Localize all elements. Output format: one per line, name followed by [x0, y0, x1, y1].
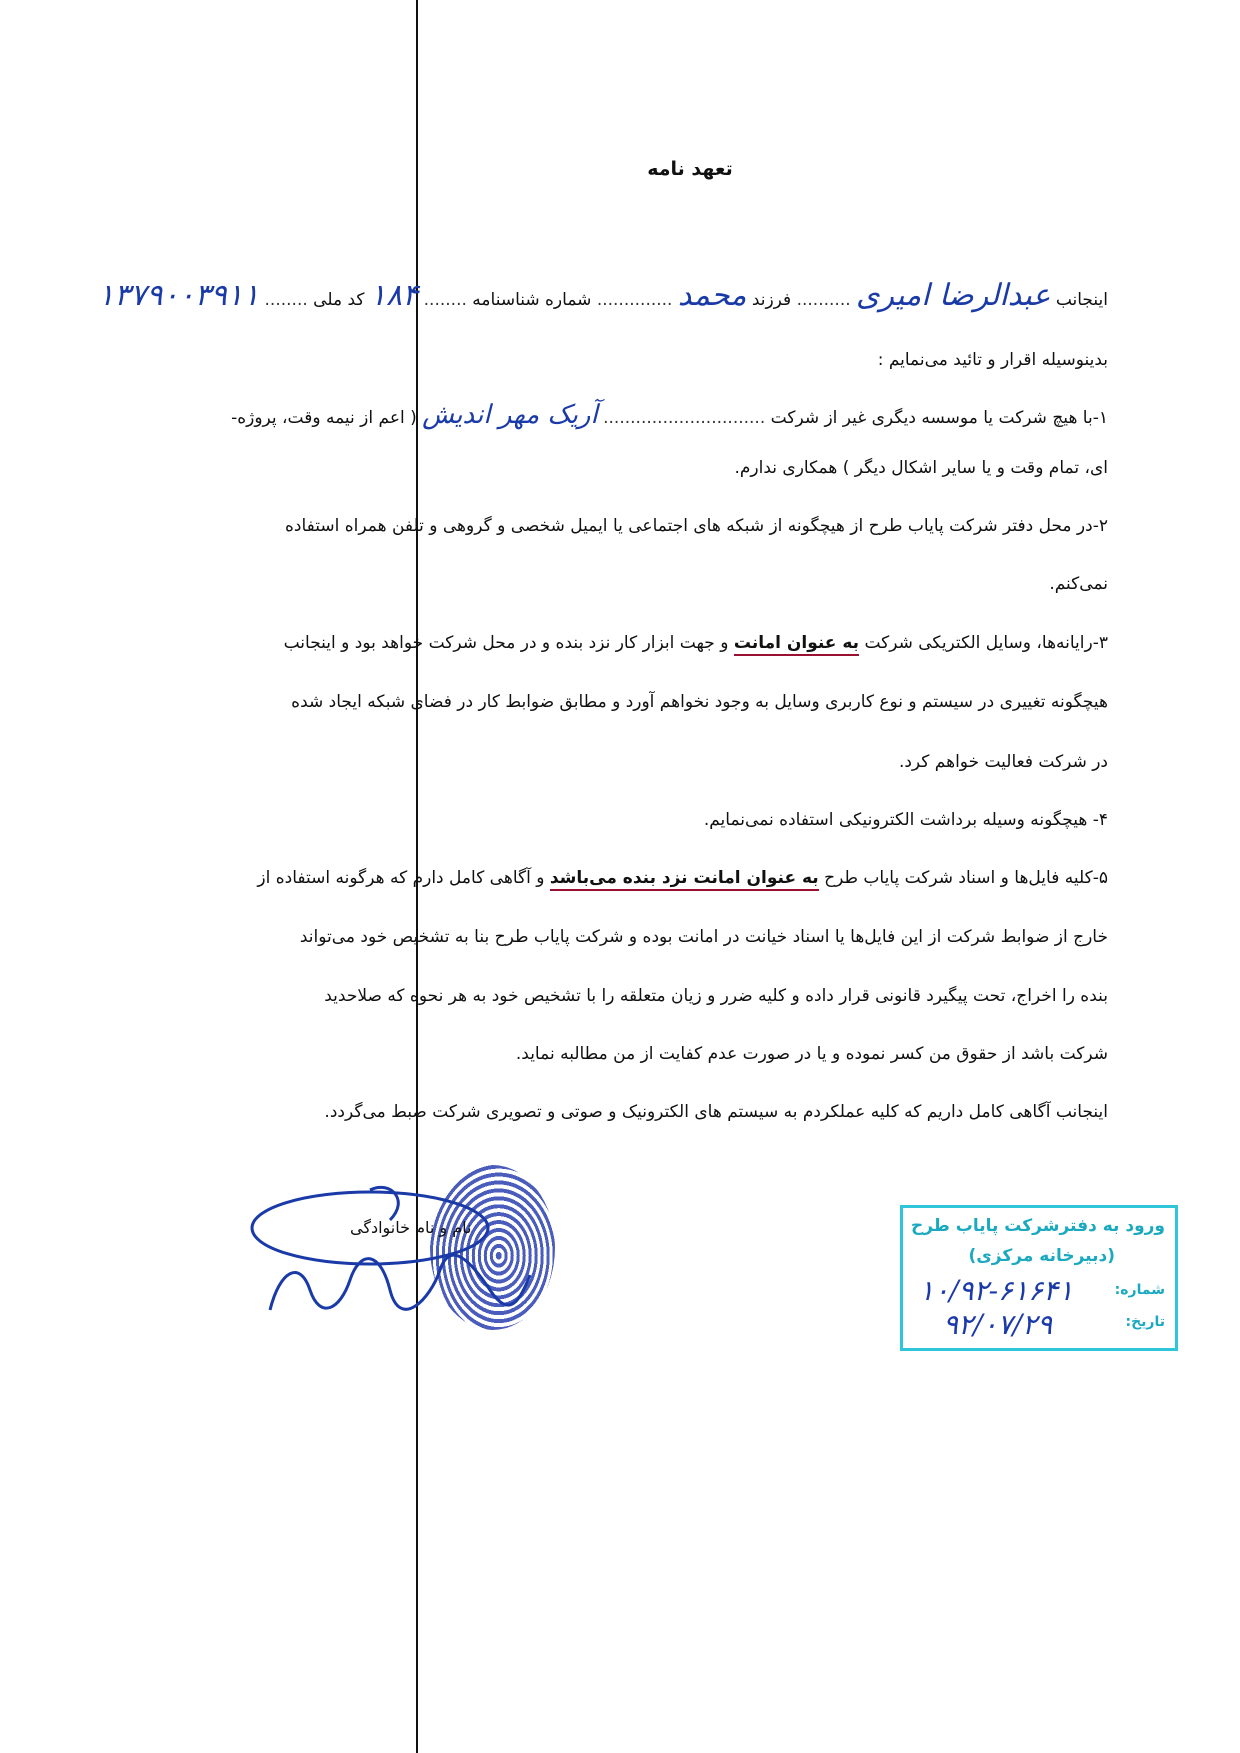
stamp-number-label: شماره: [1114, 1282, 1165, 1298]
item-2-line-1: ۲-در محل دفتر شرکت پایاب طرح از هیچگونه از شبکه های اجتماعی یا ایمیل شخصی و گروهی و تلفن همراه استفاده [285, 516, 1108, 536]
company-name-handwritten: آریک مهر اندیش [422, 400, 598, 430]
item-3-line-1 [170, 633, 1108, 653]
item-1-line-2: ای، تمام وقت و یا سایر اشکال دیگر ) همکاری ندارم. [734, 458, 1108, 478]
item-1-line-1 [231, 400, 1108, 430]
dots: .......... [796, 290, 851, 310]
item-3-emphasis: به عنوان امانت [734, 633, 859, 656]
national-code-label: کد ملی [313, 290, 365, 310]
item-3-text-a: ۳-رایانه‌ها، وسایل الکتریکی شرکت [864, 633, 1108, 653]
stamp-date-label: تاریخ: [1125, 1314, 1165, 1330]
declarant-prefix: اینجانب [1055, 290, 1108, 310]
dots: .............. [596, 290, 673, 310]
item-3-line-2: هیچگونه تغییری در سیستم و نوع کاربری وسایل به وجود نخواهم آورد و مطابق ضوابط کار در فضای شبکه ایجاد شده [291, 692, 1108, 712]
stamp-subtitle: (دبیرخانه مرکزی) [968, 1246, 1115, 1266]
item-2-line-2: نمی‌کنم. [1049, 574, 1108, 594]
dots: ........ [423, 290, 467, 310]
id-number-handwritten: ۱۸۴ [369, 278, 419, 313]
stamp-date-value: ۹۲/۰۷/۲۹ [943, 1308, 1053, 1341]
item-5-line-3: بنده را اخراج، تحت پیگیرد قانونی قرار داده و کلیه ضرر و زیان متعلقه را با تشخیص خود به هر نحوه که صلاحدید [324, 986, 1108, 1006]
affirmation-line: بدینوسیله اقرار و تائید می‌نمایم : [877, 350, 1108, 370]
item-5-line-2: خارج از ضوابط شرکت از این فایل‌ها یا اسناد خیانت در امانت بوده و شرکت پایاب طرح بنا به تشخیص خود می‌تواند [299, 927, 1108, 947]
receipt-stamp [900, 1205, 1178, 1351]
item-4-line: ۴- هیچگونه وسیله برداشت الکترونیکی استفاده نمی‌نمایم. [703, 810, 1108, 830]
stamp-number-value: ۱۰/۹۲-۶۱۶۴۱ [919, 1274, 1074, 1307]
item-5-line-4: شرکت باشد از حقوق من کسر نموده و یا در صورت عدم کفایت از من مطالبه نماید. [515, 1044, 1108, 1064]
item-5-emphasis: به عنوان امانت نزد بنده می‌باشد [550, 868, 819, 891]
item-3-line-3: در شرکت فعالیت خواهم کرد. [898, 752, 1108, 772]
item-5-text-a: ۵-کلیه فایل‌ها و اسناد شرکت پایاب طرح [824, 868, 1108, 888]
item-3-text-b: و جهت ابزار کار نزد بنده و در محل شرکت خواهد بود و اینجانب [283, 633, 729, 653]
item-1-text-a: ۱-با هیچ شرکت یا موسسه دیگری غیر از شرکت [770, 408, 1108, 428]
declarant-name-handwritten: عبدالرضا امیری [856, 278, 1051, 313]
child-of-label: فرزند [751, 290, 792, 310]
father-name-handwritten: محمد [677, 278, 747, 313]
item-5-line-1 [170, 868, 1108, 888]
stamp-title: ورود به دفترشرکت پایاب طرح [910, 1216, 1165, 1236]
id-number-label: شماره شناسنامه [472, 290, 592, 310]
dots: .............................. [603, 408, 766, 428]
declarant-line [98, 278, 1108, 313]
closing-line: اینجانب آگاهی کامل داریم که کلیه عملکردم به سیستم های الکترونیک و صوتی و تصویری شرکت ضبط می‌گردد. [324, 1102, 1108, 1122]
item-5-text-b: و آگاهی کامل دارم که هرگونه استفاده از [257, 868, 545, 888]
signature-label: نام و نام خانوادگی [350, 1218, 472, 1237]
dots: ........ [264, 290, 308, 310]
national-code-handwritten: ۱۳۷۹۰۰۳۹۱۱ [97, 278, 260, 313]
document-title: تعهد نامه [647, 158, 733, 180]
signature-icon [240, 1180, 540, 1320]
item-1-text-b: ( اعم از نیمه وقت، پروژه- [231, 408, 417, 428]
